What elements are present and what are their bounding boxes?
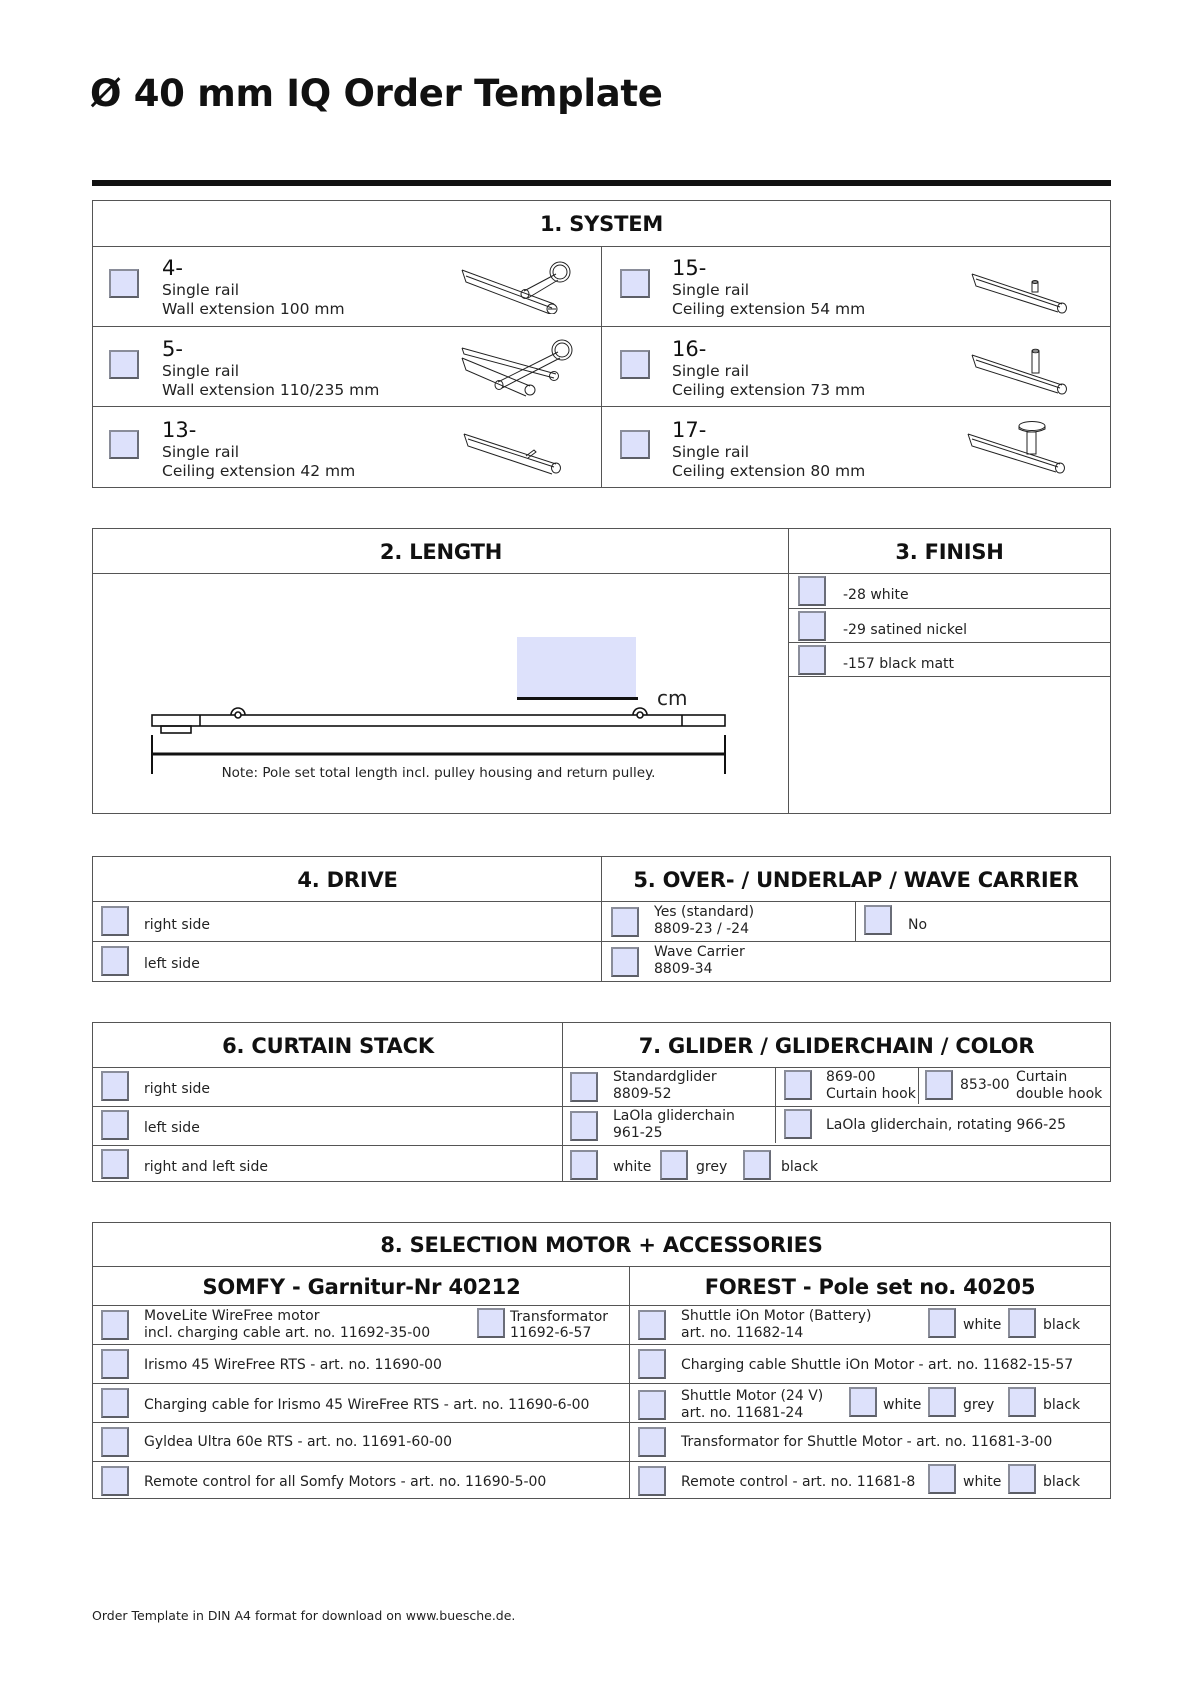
system-16-line2: Ceiling extension 73 mm <box>672 381 866 399</box>
curtain-hook-line1: 869-00 <box>826 1069 876 1085</box>
wave-carrier-line1: Wave Carrier <box>654 944 745 960</box>
glider-header: 7. GLIDER / GLIDERCHAIN / COLOR <box>638 1033 1035 1058</box>
divider <box>93 1305 1110 1306</box>
curtain-hook-line2: Curtain hook <box>826 1086 916 1102</box>
finish-header: 3. FINISH <box>895 539 1004 564</box>
movelite-checkbox[interactable] <box>101 1310 129 1340</box>
double-hook-line2: double hook <box>1016 1086 1103 1102</box>
system-17-line1: Single rail <box>672 443 750 461</box>
glider-grey-label: grey <box>696 1159 728 1175</box>
divider <box>93 1422 1110 1423</box>
length-input-underline <box>517 697 638 700</box>
system-4-line1: Single rail <box>162 281 240 299</box>
stack-left-checkbox[interactable] <box>101 1110 129 1140</box>
forest-remote-black-label: black <box>1043 1474 1081 1490</box>
glider-grey-checkbox[interactable] <box>660 1150 688 1180</box>
shuttle-ion-checkbox[interactable] <box>638 1310 666 1340</box>
double-hook-checkbox[interactable] <box>925 1070 953 1100</box>
shuttle-ion-black-checkbox[interactable] <box>1008 1308 1036 1338</box>
irismo-cable-checkbox[interactable] <box>101 1388 129 1418</box>
system-15-line2: Ceiling extension 54 mm <box>672 300 866 318</box>
divider <box>789 676 1110 677</box>
system-5-code: 5- <box>162 337 183 361</box>
system-13-code: 13- <box>162 418 197 442</box>
stack-header: 6. CURTAIN STACK <box>222 1033 434 1058</box>
irismo-cable-label: Charging cable for Irismo 45 WireFree RTS - art. no. 11690-6-00 <box>144 1397 590 1413</box>
shuttle-ion-cable-checkbox[interactable] <box>638 1349 666 1379</box>
system-16-checkbox[interactable] <box>620 350 650 379</box>
length-note: Note: Pole set total length incl. pulley housing and return pulley. <box>221 765 656 781</box>
system-16-line1: Single rail <box>672 362 750 380</box>
laola-line2: 961-25 <box>613 1125 663 1141</box>
divider <box>93 1145 1110 1146</box>
length-input[interactable] <box>517 637 636 697</box>
drive-left-checkbox[interactable] <box>101 946 129 976</box>
somfy-transformator-checkbox[interactable] <box>477 1308 505 1338</box>
shuttle-24v-checkbox[interactable] <box>638 1390 666 1420</box>
wave-carrier-checkbox[interactable] <box>611 947 639 977</box>
stack-right-checkbox[interactable] <box>101 1071 129 1101</box>
finish-white-checkbox[interactable] <box>798 576 826 606</box>
divider <box>93 1461 1110 1462</box>
drive-header: 4. DRIVE <box>297 867 398 892</box>
system-5-line2: Wall extension 110/235 mm <box>162 381 380 399</box>
laola-rotating-label: LaOla gliderchain, rotating 966-25 <box>826 1117 1067 1133</box>
divider <box>93 1067 1110 1068</box>
drive-right-checkbox[interactable] <box>101 906 129 936</box>
shuttle-ion-cable-label: Charging cable Shuttle iOn Motor - art. no. 11682-15-57 <box>681 1357 1074 1373</box>
shuttle-24v-black-checkbox[interactable] <box>1008 1387 1036 1417</box>
system-13-line2: Ceiling extension 42 mm <box>162 462 356 480</box>
wall-bracket-single-rail-icon <box>458 258 578 314</box>
overlap-yes-line1: Yes (standard) <box>654 904 755 920</box>
shuttle-ion-white-label: white <box>963 1317 1002 1333</box>
drive-overlap-section <box>92 856 1111 982</box>
system-4-line2: Wall extension 100 mm <box>162 300 345 318</box>
somfy-remote-checkbox[interactable] <box>101 1466 129 1496</box>
forest-remote-checkbox[interactable] <box>638 1466 666 1496</box>
divider <box>601 857 602 981</box>
system-16-code: 16- <box>672 337 707 361</box>
glider-white-checkbox[interactable] <box>570 1150 598 1180</box>
drive-left-label: left side <box>144 956 200 972</box>
shuttle-ion-white-checkbox[interactable] <box>928 1308 956 1338</box>
overlap-no-label: No <box>908 917 928 933</box>
somfy-header: SOMFY - Garnitur-Nr 40212 <box>202 1274 521 1299</box>
divider <box>562 1023 563 1181</box>
movelite-line2: incl. charging cable art. no. 11692-35-00 <box>144 1325 431 1341</box>
overlap-yes-checkbox[interactable] <box>611 907 639 937</box>
forest-transformator-checkbox[interactable] <box>638 1427 666 1457</box>
system-15-line1: Single rail <box>672 281 750 299</box>
somfy-transformator-line1: Transformator <box>510 1309 609 1325</box>
finish-white-label: -28 white <box>843 587 909 603</box>
somfy-remote-label: Remote control for all Somfy Motors - art. no. 11690-5-00 <box>144 1474 547 1490</box>
divider <box>93 573 1110 574</box>
system-header: 1. SYSTEM <box>539 212 664 236</box>
double-hook-code: 853-00 <box>960 1077 1010 1093</box>
divider <box>601 246 602 487</box>
irismo-label: Irismo 45 WireFree RTS - art. no. 11690-00 <box>144 1357 442 1373</box>
divider <box>629 1266 630 1498</box>
overlap-yes-line2: 8809-23 / -24 <box>654 921 749 937</box>
ceiling-bracket-flat-icon <box>462 428 572 476</box>
system-17-line2: Ceiling extension 80 mm <box>672 462 866 480</box>
ceiling-bracket-disc-icon <box>966 418 1076 474</box>
finish-black-checkbox[interactable] <box>798 645 826 675</box>
forest-remote-black-checkbox[interactable] <box>1008 1464 1036 1494</box>
shuttle-ion-black-label: black <box>1043 1317 1081 1333</box>
ceiling-bracket-short-icon <box>970 264 1080 314</box>
system-17-code: 17- <box>672 418 707 442</box>
glider-black-label: black <box>781 1159 819 1175</box>
stack-both-checkbox[interactable] <box>101 1149 129 1179</box>
stack-both-label: right and left side <box>144 1159 268 1175</box>
shuttle-24v-grey-checkbox[interactable] <box>928 1387 956 1417</box>
somfy-transformator-line2: 11692-6-57 <box>510 1325 592 1341</box>
curtain-hook-checkbox[interactable] <box>784 1070 812 1100</box>
system-15-code: 15- <box>672 256 707 280</box>
shuttle-24v-grey-label: grey <box>963 1397 995 1413</box>
standard-glider-line1: Standardglider <box>613 1069 717 1085</box>
laola-checkbox[interactable] <box>570 1111 598 1141</box>
glider-black-checkbox[interactable] <box>743 1150 771 1180</box>
forest-remote-white-label: white <box>963 1474 1002 1490</box>
shuttle-24v-line2: art. no. 11681-24 <box>681 1405 804 1421</box>
ceiling-bracket-medium-icon <box>970 345 1080 395</box>
finish-black-label: -157 black matt <box>843 656 955 672</box>
title-rule <box>92 180 1111 186</box>
divider <box>788 529 789 813</box>
forest-transformator-label: Transformator for Shuttle Motor - art. no. 11681-3-00 <box>681 1434 1053 1450</box>
drive-right-label: right side <box>144 917 211 933</box>
standard-glider-checkbox[interactable] <box>570 1072 598 1102</box>
shuttle-24v-white-checkbox[interactable] <box>849 1387 877 1417</box>
divider <box>789 642 1110 643</box>
system-4-checkbox[interactable] <box>109 269 139 298</box>
system-13-line1: Single rail <box>162 443 240 461</box>
finish-nickel-checkbox[interactable] <box>798 611 826 641</box>
stack-right-label: right side <box>144 1081 211 1097</box>
shuttle-24v-white-label: white <box>883 1397 922 1413</box>
laola-rotating-checkbox[interactable] <box>784 1109 812 1139</box>
divider <box>855 901 856 941</box>
shuttle-24v-black-label: black <box>1043 1397 1081 1413</box>
system-4-code: 4- <box>162 256 183 280</box>
divider <box>789 608 1110 609</box>
divider <box>93 1106 1110 1107</box>
wall-bracket-double-rail-icon <box>458 338 578 400</box>
motor-header: 8. SELECTION MOTOR + ACCESSORIES <box>380 1233 823 1257</box>
forest-header: FOREST - Pole set no. 40205 <box>704 1274 1036 1299</box>
irismo-checkbox[interactable] <box>101 1349 129 1379</box>
footer-note: Order Template in DIN A4 format for download on www.buesche.de. <box>92 1608 516 1623</box>
glider-white-label: white <box>613 1159 652 1175</box>
gyldea-label: Gyldea Ultra 60e RTS - art. no. 11691-60-00 <box>144 1434 453 1450</box>
divider <box>918 1067 919 1104</box>
finish-nickel-label: -29 satined nickel <box>843 622 967 638</box>
double-hook-line1: Curtain <box>1016 1069 1068 1085</box>
length-unit: cm <box>657 686 688 710</box>
length-header: 2. LENGTH <box>379 539 503 564</box>
standard-glider-line2: 8809-52 <box>613 1086 672 1102</box>
wave-carrier-line2: 8809-34 <box>654 961 713 977</box>
divider <box>775 1067 776 1143</box>
system-5-line1: Single rail <box>162 362 240 380</box>
system-15-checkbox[interactable] <box>620 269 650 298</box>
stack-left-label: left side <box>144 1120 200 1136</box>
overlap-no-checkbox[interactable] <box>864 905 892 935</box>
system-section <box>92 200 1111 488</box>
shuttle-24v-line1: Shuttle Motor (24 V) <box>681 1388 824 1404</box>
stack-glider-section <box>92 1022 1111 1182</box>
divider <box>93 1344 1110 1345</box>
shuttle-ion-line1: Shuttle iOn Motor (Battery) <box>681 1308 872 1324</box>
forest-remote-white-checkbox[interactable] <box>928 1464 956 1494</box>
system-17-checkbox[interactable] <box>620 430 650 459</box>
divider <box>93 1383 1110 1384</box>
movelite-line1: MoveLite WireFree motor <box>144 1308 320 1324</box>
laola-line1: LaOla gliderchain <box>613 1108 735 1124</box>
system-13-checkbox[interactable] <box>109 430 139 459</box>
forest-remote-label: Remote control - art. no. 11681-8 <box>681 1474 916 1490</box>
gyldea-checkbox[interactable] <box>101 1427 129 1457</box>
overlap-header: 5. OVER- / UNDERLAP / WAVE CARRIER <box>633 867 1079 892</box>
shuttle-ion-line2: art. no. 11682-14 <box>681 1325 804 1341</box>
page-title: Ø 40 mm IQ Order Template <box>90 72 663 115</box>
system-5-checkbox[interactable] <box>109 350 139 379</box>
